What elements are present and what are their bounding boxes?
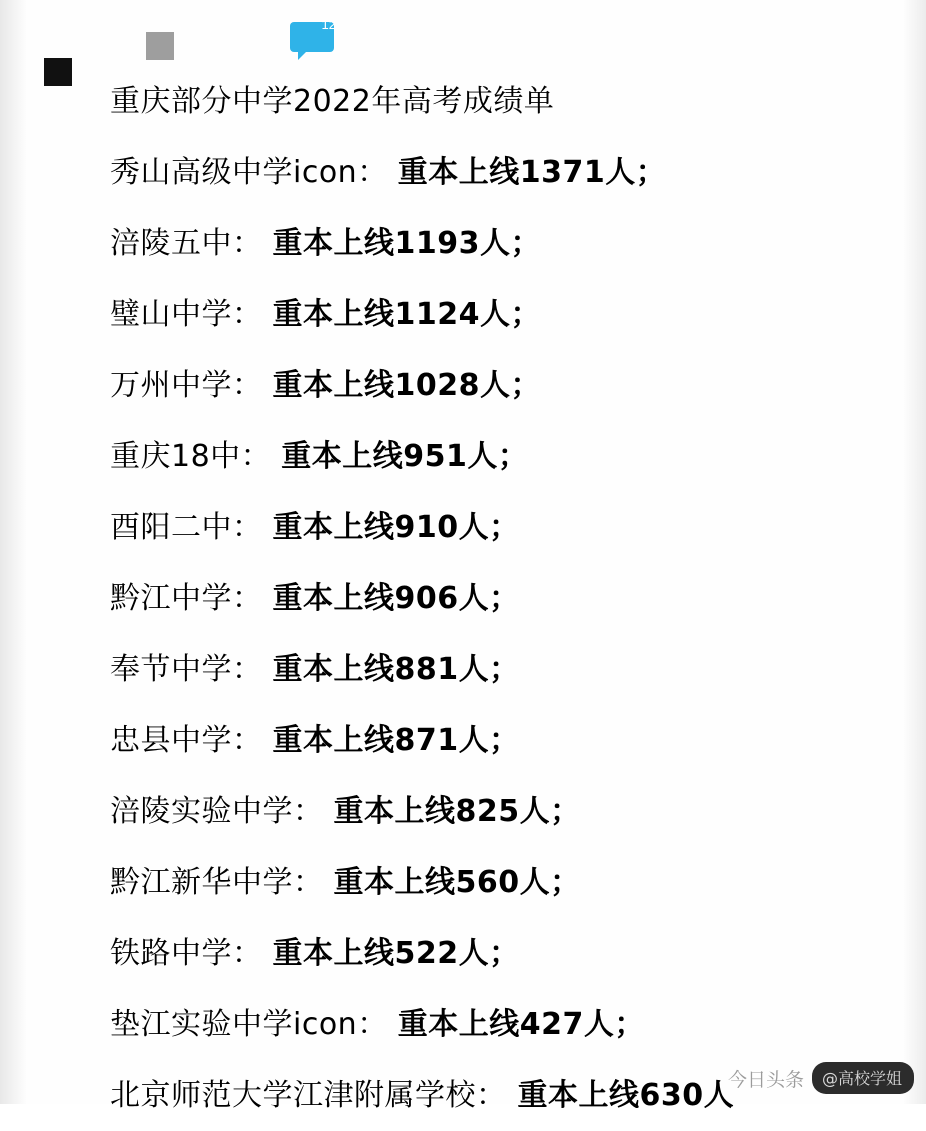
school-name: 酉阳二中： <box>110 510 263 545</box>
school-name: 黔江新华中学： <box>110 865 324 900</box>
list-item <box>110 208 886 279</box>
watermark-source: 今日头条 <box>727 1068 804 1091</box>
school-score: 重本上线522人； <box>272 936 520 971</box>
watermark-author: @高校学姐 <box>821 1069 902 1088</box>
school-name: 重庆18中： <box>110 439 272 474</box>
school-score: 重本上线825人； <box>333 794 581 829</box>
school-score: 重本上线1028人； <box>272 368 542 403</box>
list-item <box>110 563 886 634</box>
school-score: 重本上线1124人； <box>272 297 542 332</box>
school-score: 重本上线427人； <box>397 1007 645 1042</box>
list-item <box>110 350 886 421</box>
school-name: 北京师范大学江津附属学校： <box>110 1078 507 1113</box>
badge-count: 12 <box>321 17 336 32</box>
watermark-author-chip <box>812 1062 914 1094</box>
list-item <box>110 847 886 918</box>
gray-square-mark-icon <box>146 32 174 60</box>
list-item <box>110 492 886 563</box>
list-item <box>110 634 886 705</box>
school-name: 铁路中学： <box>110 936 263 971</box>
chat-bubble-badge-icon <box>290 16 338 56</box>
school-name: 万州中学： <box>110 368 263 403</box>
list-item <box>110 137 886 208</box>
school-score: 重本上线910人； <box>272 510 520 545</box>
school-name: 秀山高级中学icon： <box>110 155 388 190</box>
school-name: 忠县中学： <box>110 723 263 758</box>
school-name: 垫江实验中学icon： <box>110 1007 388 1042</box>
list-item <box>110 421 886 492</box>
school-score: 重本上线1371人； <box>397 155 667 190</box>
school-name: 奉节中学： <box>110 652 263 687</box>
page-title: 重庆部分中学2022年高考成绩单 <box>110 84 555 119</box>
school-score: 重本上线1193人； <box>272 226 542 261</box>
school-score: 重本上线906人； <box>272 581 520 616</box>
watermark <box>728 1062 914 1094</box>
school-score: 重本上线951人； <box>281 439 529 474</box>
list-item <box>110 279 886 350</box>
school-name: 黔江中学： <box>110 581 263 616</box>
page-right-edge-shadow <box>904 0 926 1104</box>
school-score: 重本上线560人； <box>333 865 581 900</box>
document-body <box>110 66 886 1131</box>
list-item <box>110 918 886 989</box>
school-score: 重本上线881人； <box>272 652 520 687</box>
school-name: 涪陵五中： <box>110 226 263 261</box>
list-item <box>110 776 886 847</box>
list-item <box>110 989 886 1060</box>
page-left-edge-shadow <box>0 0 26 1104</box>
school-score: 重本上线630人 <box>517 1078 735 1113</box>
school-score: 重本上线871人； <box>272 723 520 758</box>
school-name: 涪陵实验中学： <box>110 794 324 829</box>
black-square-mark-icon <box>44 58 72 86</box>
school-name: 璧山中学： <box>110 297 263 332</box>
list-item <box>110 705 886 776</box>
chat-bubble-tail <box>298 50 308 60</box>
